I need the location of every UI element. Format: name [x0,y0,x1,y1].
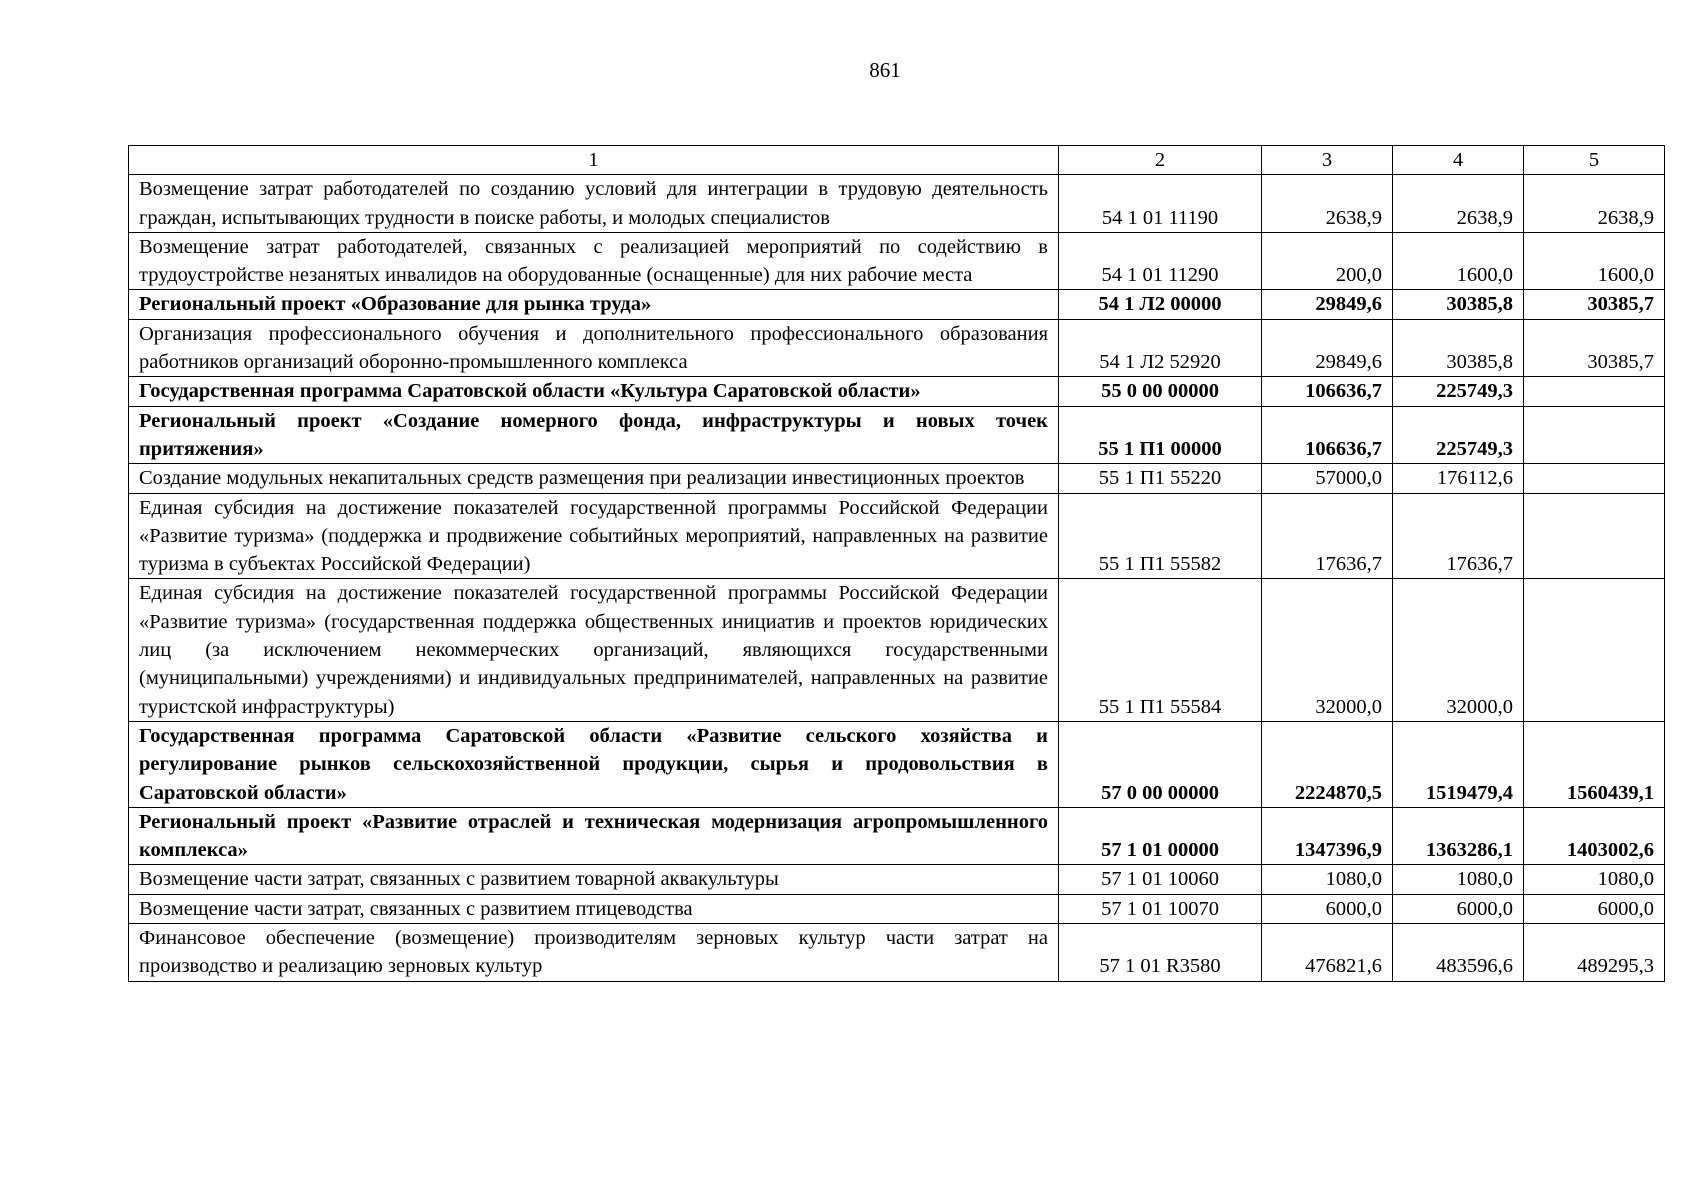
row-value-col3: 200,0 [1262,232,1393,290]
table-row [129,232,1665,290]
row-code-cell: 55 1 П1 55582 [1059,493,1262,579]
row-value-col4: 1600,0 [1393,232,1524,290]
row-value-col5: 6000,0 [1524,894,1665,923]
table-row [129,406,1665,464]
table-row [129,807,1665,865]
row-value-col5: 30385,7 [1524,319,1665,377]
row-code-cell: 55 1 П1 00000 [1059,406,1262,464]
table-row [129,865,1665,894]
row-value-col5 [1524,464,1665,493]
row-value-col3: 1347396,9 [1262,807,1393,865]
table-row [129,493,1665,579]
row-code-cell: 54 1 01 11190 [1059,175,1262,233]
row-value-col3: 476821,6 [1262,924,1393,982]
row-name-cell: Создание модульных некапитальных средств размещения при реализации инвестиционных проектов [129,464,1059,493]
row-value-col4: 1080,0 [1393,865,1524,894]
row-value-col5: 1403002,6 [1524,807,1665,865]
row-value-col3: 106636,7 [1262,377,1393,406]
row-name-cell: Региональный проект «Создание номерного фонда, инфраструктуры и новых точек притяжения» [129,406,1059,464]
row-value-col5 [1524,406,1665,464]
row-value-col3: 57000,0 [1262,464,1393,493]
row-value-col3: 32000,0 [1262,579,1393,721]
table-body [129,175,1665,981]
row-value-col3: 29849,6 [1262,319,1393,377]
row-name-cell: Единая субсидия на достижение показателей государственной программы Российской Федерации «Развитие туризма» (государственная поддержка общественных инициатив и проектов юридических лиц (за исключением некоммерческих организаций, являющихся государственными (муниципальными) учреждениями) и индивидуальных предпринимателей, направленных на развитие туристской инфраструктуры) [129,579,1059,721]
row-name-cell: Возмещение части затрат, связанных с развитием товарной аквакультуры [129,865,1059,894]
row-value-col5: 30385,7 [1524,290,1665,319]
row-value-col4: 6000,0 [1393,894,1524,923]
table-row [129,319,1665,377]
row-value-col3: 2638,9 [1262,175,1393,233]
table-row [129,464,1665,493]
header-col-2: 2 [1059,146,1262,175]
row-name-cell: Организация профессионального обучения и дополнительного профессионального образования работников организаций оборонно-промышленного комплекса [129,319,1059,377]
row-code-cell: 55 0 00 00000 [1059,377,1262,406]
row-code-cell: 55 1 П1 55584 [1059,579,1262,721]
row-value-col3: 29849,6 [1262,290,1393,319]
row-value-col4: 483596,6 [1393,924,1524,982]
row-code-cell: 55 1 П1 55220 [1059,464,1262,493]
row-code-cell: 54 1 Л2 52920 [1059,319,1262,377]
row-value-col4: 32000,0 [1393,579,1524,721]
row-name-cell: Государственная программа Саратовской области «Развитие сельского хозяйства и регулирование рынков сельскохозяйственной продукции, сырья и продовольствия в Саратовской области» [129,721,1059,807]
row-value-col3: 6000,0 [1262,894,1393,923]
row-code-cell: 57 1 01 10070 [1059,894,1262,923]
table-row [129,377,1665,406]
table-row [129,290,1665,319]
row-value-col5: 2638,9 [1524,175,1665,233]
row-value-col3: 17636,7 [1262,493,1393,579]
header-row [129,146,1665,175]
row-value-col4: 2638,9 [1393,175,1524,233]
row-value-col5: 1560439,1 [1524,721,1665,807]
row-value-col5: 489295,3 [1524,924,1665,982]
budget-table [128,145,1665,982]
row-value-col5 [1524,579,1665,721]
row-code-cell: 57 1 01 R3580 [1059,924,1262,982]
row-value-col3: 2224870,5 [1262,721,1393,807]
table-row [129,924,1665,982]
page-number: 861 [869,58,901,82]
row-value-col3: 1080,0 [1262,865,1393,894]
row-name-cell: Возмещение затрат работодателей, связанных с реализацией мероприятий по содействию в трудоустройстве незанятых инвалидов на оборудованные (оснащенные) для них рабочие места [129,232,1059,290]
table-row [129,579,1665,721]
table-row [129,721,1665,807]
row-value-col5 [1524,377,1665,406]
row-value-col5: 1600,0 [1524,232,1665,290]
row-value-col4: 225749,3 [1393,377,1524,406]
row-value-col4: 1363286,1 [1393,807,1524,865]
row-value-col3: 106636,7 [1262,406,1393,464]
row-name-cell: Единая субсидия на достижение показателей государственной программы Российской Федерации «Развитие туризма» (поддержка и продвижение событийных мероприятий, направленных на развитие туризма в субъектах Российской Федерации) [129,493,1059,579]
table-row [129,175,1665,233]
row-value-col4: 30385,8 [1393,319,1524,377]
row-code-cell: 57 1 01 10060 [1059,865,1262,894]
row-code-cell: 54 1 01 11290 [1059,232,1262,290]
row-code-cell: 57 0 00 00000 [1059,721,1262,807]
header-col-1: 1 [129,146,1059,175]
row-name-cell: Возмещение затрат работодателей по созданию условий для интеграции в трудовую деятельность граждан, испытывающих трудности в поиске работы, и молодых специалистов [129,175,1059,233]
table-row [129,894,1665,923]
row-code-cell: 57 1 01 00000 [1059,807,1262,865]
row-name-cell: Государственная программа Саратовской области «Культура Саратовской области» [129,377,1059,406]
row-value-col4: 1519479,4 [1393,721,1524,807]
row-name-cell: Региональный проект «Развитие отраслей и техническая модернизация агропромышленного комплекса» [129,807,1059,865]
row-name-cell: Финансовое обеспечение (возмещение) производителям зерновых культур части затрат на производство и реализацию зерновых культур [129,924,1059,982]
row-value-col4: 225749,3 [1393,406,1524,464]
header-col-3: 3 [1262,146,1393,175]
row-name-cell: Возмещение части затрат, связанных с развитием птицеводства [129,894,1059,923]
row-value-col4: 30385,8 [1393,290,1524,319]
row-value-col4: 17636,7 [1393,493,1524,579]
header-col-5: 5 [1524,146,1665,175]
row-name-cell: Региональный проект «Образование для рынка труда» [129,290,1059,319]
row-value-col4: 176112,6 [1393,464,1524,493]
header-col-4: 4 [1393,146,1524,175]
row-value-col5 [1524,493,1665,579]
row-code-cell: 54 1 Л2 00000 [1059,290,1262,319]
row-value-col5: 1080,0 [1524,865,1665,894]
